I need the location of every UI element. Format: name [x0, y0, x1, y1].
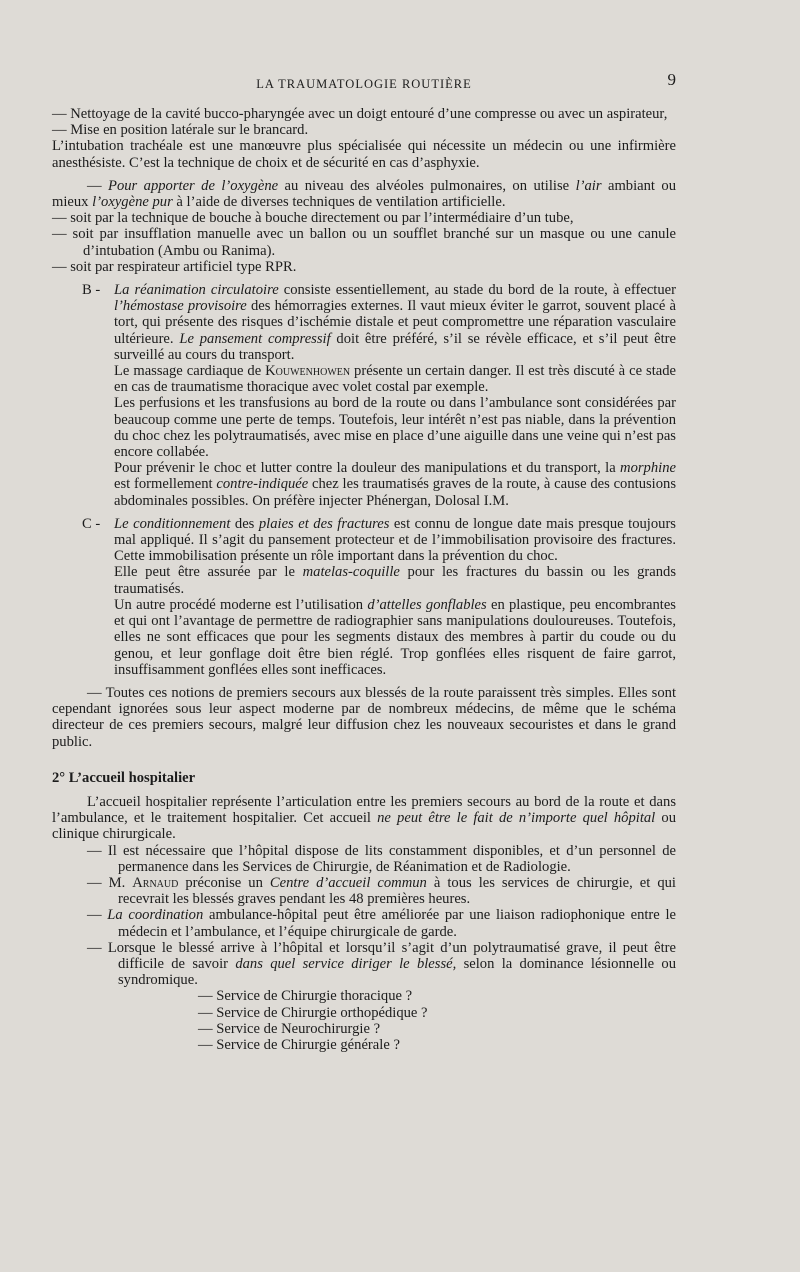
- list-item: — La coordination ambulance-hôpital peut être améliorée par une liaison radiophonique entre le médecin et l’ambulance, et l’équipe chirurgicale de garde.: [87, 907, 676, 940]
- list-item: — soit par la technique de bouche à bouche directement ou par l’intermédiaire d’un tube,: [52, 210, 574, 227]
- paragraph-summary: — Toutes ces notions de premiers secours aux blessés de la route paraissent très simples. Elles sont cependant ignorées sous leur aspect moderne par de nombreux médecins, de même que le schéma directeur de ces premiers secours, malgré leur diffusion chez les nouveaux secouristes et dans le grand public.: [52, 684, 676, 750]
- paragraph-inflatable-splints: Un autre procédé moderne est l’utilisation d’attelles gonflables en plastique, peu encombrantes et qui ont l’avantage de permettre de radiographier sans manipulations douloureuses. Toutefois, elles ne sont efficaces que pour les segments distaux des membres à partir du coude ou du genou, et leur gonflage doit être bien réglé. Trop gonflées elles risquent de faire garrot, insuffisamment gonflées elles sont inefficaces.: [114, 596, 676, 678]
- list-item: — soit par respirateur artificiel type RPR.: [52, 258, 297, 275]
- list-item: — M. Arnaud préconise un Centre d’accueil commun à tous les services de chirurgie, et qui recevrait les blessés graves pendant les 48 premières heures.: [87, 874, 676, 908]
- list-item: — Lorsque le blessé arrive à l’hôpital et lorsqu’il s’agit d’un polytraumatisé grave, il peut être difficile de savoir dans quel service diriger le blessé, selon la dominance lésionnelle ou syndromique.: [87, 939, 677, 989]
- paragraph-oxygen: — Pour apporter de l’oxygène au niveau des alvéoles pulmonaires, on utilise l’air ambiant ou mieux l’oxygène pur à l’aide de diverses techniques de ventilation artificielle.: [52, 177, 677, 211]
- paragraph-intubation: L’intubation trachéale est une manœuvre plus spécialisée qui nécessite un médecin ou une infirmière anesthésiste. C’est la technique de choix et de sécurité en cas d’asphyxie.: [52, 138, 676, 171]
- section-b-body: [114, 282, 676, 509]
- page-number: 9: [667, 70, 676, 89]
- service-item: — Service de Chirurgie générale ?: [198, 1036, 400, 1053]
- section-c-body: [114, 516, 676, 678]
- section-c: [52, 516, 676, 678]
- paragraph-perfusions: Les perfusions et les transfusions au bord de la route ou dans l’ambulance sont considérées par beaucoup comme une perte de temps. Toutefois, leur intérêt n’est pas niable, dans la prévention du choc chez les polytraumatisés, avec mise en place d’une aiguille dans une veine qui n’est pas encore collabée.: [114, 395, 676, 461]
- list-item: — soit par insufflation manuelle avec un ballon ou un soufflet branché sur un masque ou une canule d’intubation (Ambu ou Ranima).: [52, 226, 676, 259]
- paragraph-conditioning: Le conditionnement des plaies et des fractures est connu de longue date mais presque toujours mal appliqué. Il s’agit du pansement protecteur et de l’immobilisation provisoire des fractures. Cette immobilisation présente un rôle important dans la prévention du choc.: [114, 515, 676, 565]
- service-item: — Service de Chirurgie thoracique ?: [198, 988, 413, 1005]
- paragraph-morphine: Pour prévenir le choc et lutter contre la douleur des manipulations et du transport, la morphine est formellement contre-indiquée chez les traumatisés graves de la route, à cause des contusions abdominales possibles. On préfère injecter Phénergan, Dolosal I.M.: [114, 460, 676, 509]
- paragraph-circulatory: La réanimation circulatoire consiste essentiellement, au stade du bord de la route, à effectuer l’hémostase provisoire des hémorragies externes. Il vaut mieux éviter le garrot, souvent placé à tort, qui présente des risques d’ischémie distale et peut compromettre une réparation vasculaire ultérieure. Le pansement compressif doit être préféré, s’il se révèle efficace, et s’il peut être surveillé au cours du transport.: [114, 282, 676, 363]
- paragraph-cardiac-massage: Le massage cardiaque de Kouwenhowen présente un certain danger. Il est très discuté à ce stade en cas de traumatisme thoracique avec volet costal par exemple.: [114, 363, 676, 396]
- service-item: — Service de Neurochirurgie ?: [198, 1020, 381, 1037]
- section-heading: 2° L’accueil hospitalier: [52, 769, 196, 786]
- section-b: [52, 282, 676, 509]
- section-b-letter: B -: [82, 282, 101, 299]
- running-title: LA TRAUMATOLOGIE ROUTIÈRE: [256, 77, 472, 91]
- paragraph-lateral-position: — Mise en position latérale sur le brancard.: [52, 122, 309, 139]
- list-item: — Il est nécessaire que l’hôpital dispose de lits constamment disponibles, et d’un personnel de permanence dans les Services de Chirurgie, de Réanimation et de Radiologie.: [87, 842, 676, 875]
- paragraph-shell-mattress: Elle peut être assurée par le matelas-coquille pour les fractures du bassin ou les grands traumatisés.: [114, 564, 676, 597]
- section-c-letter: C -: [82, 515, 101, 532]
- paragraph-cleaning: — Nettoyage de la cavité bucco-pharyngée avec un doigt entouré d’une compresse ou avec un aspirateur,: [52, 106, 668, 122]
- document-page: [52, 72, 676, 1053]
- service-item: — Service de Chirurgie orthopédique ?: [198, 1004, 428, 1021]
- paragraph-hospital-intro: L’accueil hospitalier représente l’articulation entre les premiers secours au bord de la route et dans l’ambulance, et le traitement hospitalier. Cet accueil ne peut être le fait de n’importe quel hôpital ou clinique chirurgicale.: [52, 793, 676, 843]
- page-header: [52, 72, 676, 94]
